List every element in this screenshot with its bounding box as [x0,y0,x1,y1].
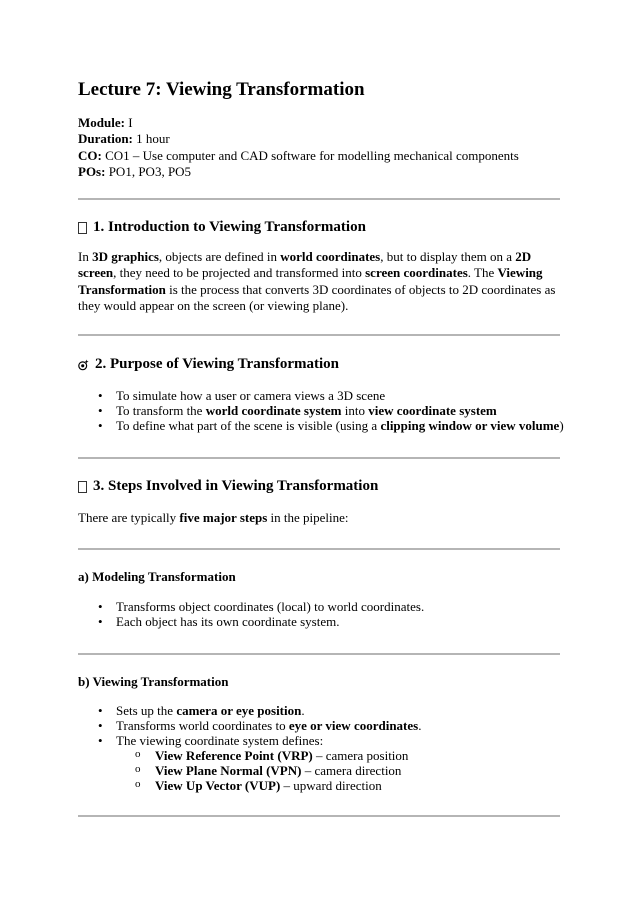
text-run: To simulate how a user or camera views a 3D scene [116,388,386,403]
text-run-bold: View Up Vector (VUP) [155,778,281,793]
text-run: To define what part of the scene is visible (using a [116,418,381,433]
text-run: is the process that converts 3D coordinates of objects to 2D coordinates as they would appear on the screen (or viewing plane). [78,281,556,313]
text-run: Sets up the [116,703,177,718]
meta-module [78,115,519,131]
section-2-title: 2. Purpose of Viewing Transformation [95,356,340,372]
sublist-item [116,763,578,778]
text-run: into [341,403,369,418]
text-run: Transforms world coordinates to [116,718,289,733]
subsection-b-list [78,703,578,793]
meta-pos-label: POs: [78,163,106,179]
text-run-bold: 3D graphics [92,249,159,264]
text-run-bold: 2D screen [78,249,532,281]
text-run: The viewing coordinate system defines: [116,733,324,748]
missing-glyph-icon [78,222,87,234]
divider [78,457,560,459]
text-run: , they need to be projected and transformed into [113,265,366,281]
list-item [78,388,578,403]
meta-co-label: CO: [78,147,102,163]
section-2-list [78,388,578,433]
meta-module-label: Module: [78,115,125,130]
text-run-bold: eye or view coordinates [288,718,419,733]
text-run-bold: world coordinate system [205,403,342,418]
text-run-bold: camera or eye position [176,703,302,718]
text-run-bold: clipping window or view volume [380,418,560,433]
section-3-heading [78,478,378,495]
section-1-heading [78,219,366,236]
section-3-title: 3. Steps Involved in Viewing Transformation [93,478,379,494]
meta-co [78,148,519,164]
divider [78,198,560,200]
text-run-bold: View Plane Normal (VPN) [155,763,302,778]
text-run: , but to display them on a [380,249,516,264]
subsection-a-list [78,599,578,629]
target-sparkle-icon [78,358,89,371]
text-run-bold: View Reference Point (VRP) [155,748,313,763]
text-run: ) [559,418,564,433]
section-1-paragraph [78,249,560,314]
meta-duration-value: 1 hour [132,131,170,147]
text-run-bold: view coordinate system [368,403,497,418]
text-run: . [301,703,305,718]
text-run-bold: Viewing Transformation [78,265,543,297]
section-1-title: 1. Introduction to Viewing Transformation [93,219,366,235]
list-item: • Each object has its own coordinate system. [78,614,578,629]
section-2-heading [78,356,339,373]
meta-duration [78,131,519,147]
text-run-bold: five major steps [179,510,268,525]
list-item [78,403,578,418]
meta-co-value: CO1 – Use computer and CAD software for modelling mechanical components [101,147,519,163]
meta-duration-label: Duration: [78,131,133,147]
meta-module-value: I [124,115,133,130]
text-run: in the pipeline: [267,510,349,525]
list-item: • Transforms object coordinates (local) to world coordinates. [78,599,578,614]
list-item [78,718,578,733]
lecture-meta [78,115,519,180]
text-run: – upward direction [280,778,382,793]
sublist-item [116,778,578,793]
meta-pos-value: PO1, PO3, PO5 [105,163,192,179]
list-item [78,703,578,718]
text-run: . [418,718,422,733]
divider [78,653,560,655]
list-item [78,733,578,793]
text-run-bold: screen coordinates [365,265,468,281]
meta-pos [78,164,519,180]
missing-glyph-icon [78,481,87,493]
text-run: – camera position [312,748,409,763]
divider [78,548,560,550]
subsection-b-heading: b) Viewing Transformation [78,674,229,689]
text-run: , objects are defined in [158,249,281,264]
sublist [116,748,578,793]
page-title: Lecture 7: Viewing Transformation [78,79,365,100]
section-3-paragraph [78,510,560,526]
divider [78,815,560,817]
subsection-a-heading: a) Modeling Transformation [78,569,236,584]
text-run: To transform the [116,403,206,418]
text-run: In [78,249,93,264]
text-run: There are typically [78,510,180,525]
text-run-bold: world coordinates [280,249,381,264]
sublist-item [116,748,578,763]
text-run: . The [467,265,498,281]
divider [78,334,560,336]
list-item [78,418,578,433]
text-run: – camera direction [301,763,402,778]
